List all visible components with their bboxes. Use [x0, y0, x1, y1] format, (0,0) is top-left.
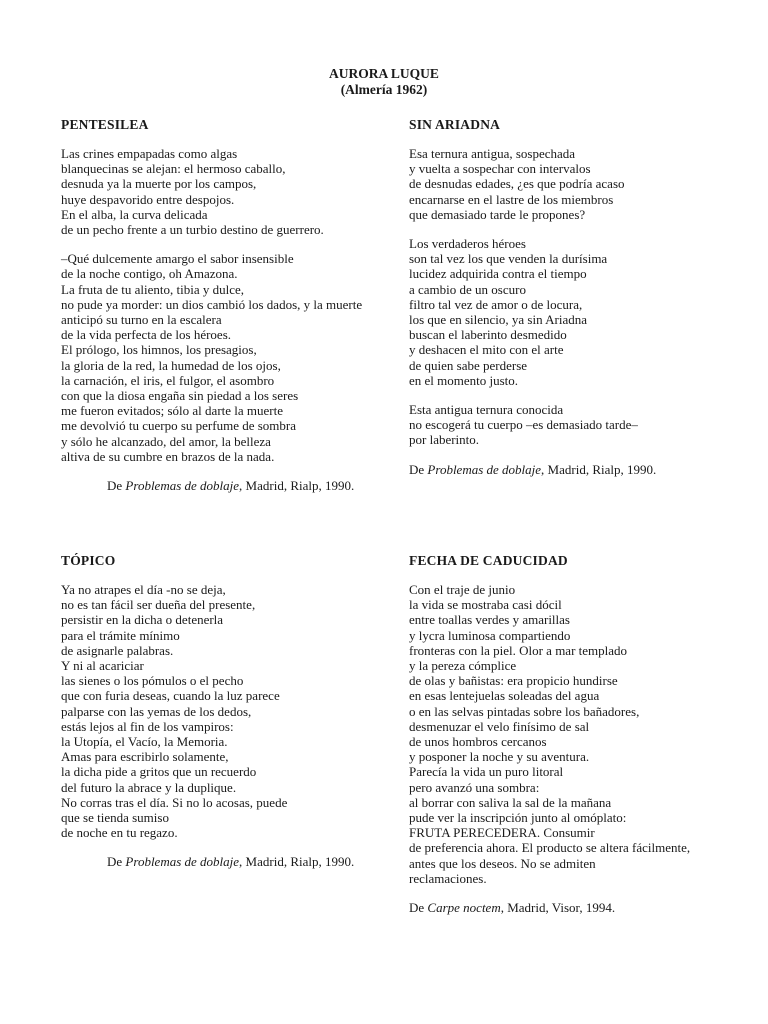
verse-line: y deshacen el mito con el arte: [409, 342, 564, 358]
verse-line: de desnudas edades, ¿es que podría acaso: [409, 176, 625, 192]
poem-topico: [61, 553, 401, 870]
verse-line: lucidez adquirida contra el tiempo: [409, 266, 587, 282]
source-book-title: Problemas de doblaje: [125, 478, 240, 494]
verse-line: que se tienda sumiso: [61, 810, 169, 826]
verse-line: persistir en la dicha o detenerla: [61, 612, 224, 628]
source-book-title: Problemas de doblaje: [125, 854, 240, 870]
verse-line: Con el traje de junio: [409, 582, 516, 597]
verse-line: Parecía la vida un puro litoral: [409, 764, 564, 780]
verse-line: pude ver la inscripción junto al omóplato:: [409, 810, 627, 826]
verse-line: altiva de su cumbre en brazos de la nada.: [61, 448, 275, 464]
verse-line: y vuelta a sospechar con intervalos: [409, 161, 591, 177]
verse-line: de unos hombros cercanos: [409, 734, 547, 750]
verse-line: desmenuzar el velo finísimo de sal: [409, 718, 590, 734]
verse-line: No corras tras el día. Si no lo acosas, puede: [61, 794, 288, 810]
source-book-title: Carpe noctem: [427, 900, 501, 916]
verse-line: desnuda ya la muerte por los campos,: [61, 176, 257, 192]
author-origin: (Almería 1962): [340, 82, 428, 97]
stanza: [409, 402, 749, 448]
poem-title: TÓPICO: [61, 553, 116, 568]
document-header: [0, 66, 768, 98]
verse-line: El prólogo, los himnos, los presagios,: [61, 342, 257, 358]
verse-line: la gloria de la red, la humedad de los ojos,: [61, 357, 281, 373]
poem-title: FECHA DE CADUCIDAD: [409, 553, 568, 568]
poem-pentesilea: [61, 117, 401, 493]
verse-line: por laberinto.: [409, 432, 480, 448]
verse-line: para el trámite mínimo: [61, 627, 180, 643]
verse-line: que demasiado tarde le propones?: [409, 206, 586, 222]
verse-line: de un pecho frente a un turbio destino de guerrero.: [61, 222, 324, 238]
poem-title: PENTESILEA: [61, 117, 149, 132]
verse-line: anticipó su turno en la escalera: [61, 312, 222, 328]
verse-line: la carnación, el iris, el fulgor, el asombro: [61, 372, 275, 388]
verse-line: Las crines empapadas como algas: [61, 146, 238, 161]
verse-line: blanquecinas se alejan: el hermoso caballo,: [61, 161, 286, 177]
verse-line: los que en silencio, ya sin Ariadna: [409, 312, 587, 328]
verse-line: Y ni al acariciar: [61, 658, 144, 674]
verse-line: la vida se mostraba casi dócil: [409, 597, 562, 613]
verse-line: al borrar con saliva la sal de la mañana: [409, 794, 612, 810]
source-prefix: De: [107, 478, 126, 494]
verse-line: en esas lentejuelas soleadas del agua: [409, 688, 600, 704]
stanza: [409, 146, 749, 222]
verse-line: de preferencia ahora. El producto se altera fácilmente,: [409, 840, 691, 856]
source-citation: [61, 854, 401, 869]
poem-title: SIN ARIADNA: [409, 117, 501, 132]
source-publisher: , Madrid, Rialp, 1990.: [239, 854, 355, 870]
verse-line: me fueron evitados; sólo al darte la muerte: [61, 403, 284, 419]
stanza: [61, 146, 401, 237]
verse-line: o en las selvas pintadas sobre los bañadores,: [409, 703, 640, 719]
verse-line: Amas para escribirlo solamente,: [61, 749, 229, 765]
verse-line: a cambio de un oscuro: [409, 281, 526, 297]
verse-line: de noche en tu regazo.: [61, 825, 178, 841]
verse-line: de la noche contigo, oh Amazona.: [61, 266, 238, 282]
stanza: [409, 582, 749, 886]
source-prefix: De: [107, 854, 126, 870]
stanza: [61, 251, 401, 464]
verse-line: no escogerá tu cuerpo –es demasiado tarde–: [409, 417, 638, 433]
source-publisher: , Madrid, Rialp, 1990.: [541, 461, 657, 477]
verse-line: Los verdaderos héroes: [409, 236, 526, 252]
verse-line: no pude ya morder: un dios cambió los dados, y la muerte: [61, 296, 363, 312]
verse-line: en el momento justo.: [409, 372, 519, 388]
verse-line: buscan el laberinto desmedido: [409, 327, 567, 343]
verse-line: Esta antigua ternura conocida: [409, 402, 564, 418]
verse-line: fronteras con la piel. Olor a mar templado: [409, 642, 628, 658]
verse-line: las sienes o los pómulos o el pecho: [61, 673, 244, 689]
source-citation: [61, 478, 401, 493]
poem-sin-ariadna: [409, 117, 749, 477]
verse-line: del futuro la abrace y la duplique.: [61, 779, 237, 795]
verse-line: la Utopía, el Vacío, la Memoria.: [61, 734, 228, 750]
source-citation: [409, 462, 749, 477]
source-citation: [409, 900, 749, 915]
verse-line: palparse con las yemas de los dedos,: [61, 703, 252, 719]
author-name: AURORA LUQUE: [329, 66, 439, 81]
verse-line: huye despavorido entre despojos.: [61, 191, 235, 207]
stanza: [61, 582, 401, 840]
verse-line: de olas y bañistas: era propicio hundirse: [409, 673, 618, 689]
verse-line: de la vida perfecta de los héroes.: [61, 327, 232, 343]
verse-line: la dicha pide a gritos que un recuerdo: [61, 764, 257, 780]
verse-line: Ya no atrapes el día -no se deja,: [61, 582, 226, 597]
verse-line: Esa ternura antigua, sospechada: [409, 146, 576, 161]
verse-line: pero avanzó una sombra:: [409, 779, 540, 795]
verse-line: y sólo he alcanzado, del amor, la belleza: [61, 433, 271, 449]
verse-line: son tal vez los que venden la durísima: [409, 251, 608, 267]
verse-line: que con furia deseas, cuando la luz parece: [61, 688, 280, 704]
verse-line: antes que los deseos. No se admiten: [409, 855, 596, 871]
verse-line: –Qué dulcemente amargo el sabor insensible: [61, 251, 294, 267]
verse-line: no es tan fácil ser dueña del presente,: [61, 597, 256, 613]
source-book-title: Problemas de doblaje: [427, 461, 542, 477]
poem-fecha-de-caducidad: [409, 553, 749, 915]
verse-line: estás lejos al fin de los vampiros:: [61, 718, 234, 734]
source-publisher: , Madrid, Visor, 1994.: [500, 900, 616, 916]
source-prefix: De: [409, 461, 428, 477]
verse-line: En el alba, la curva delicada: [61, 206, 208, 222]
verse-line: entre toallas verdes y amarillas: [409, 612, 570, 628]
verse-line: de quien sabe perderse: [409, 357, 528, 373]
verse-line: con que la diosa engaña sin piedad a los seres: [61, 388, 299, 404]
verse-line: y posponer la noche y su aventura.: [409, 749, 590, 765]
verse-line: filtro tal vez de amor o de locura,: [409, 296, 583, 312]
verse-line: La fruta de tu aliento, tibia y dulce,: [61, 281, 245, 297]
verse-line: reclamaciones.: [409, 870, 487, 886]
stanza: [409, 236, 749, 388]
source-prefix: De: [409, 900, 428, 916]
verse-line: encarnarse en el lastre de los miembros: [409, 191, 614, 207]
verse-line: y la pereza cómplice: [409, 658, 517, 674]
verse-line: de asignarle palabras.: [61, 642, 174, 658]
verse-line: FRUTA PERECEDERA. Consumir: [409, 825, 595, 841]
verse-line: y lycra luminosa compartiendo: [409, 627, 571, 643]
source-publisher: , Madrid, Rialp, 1990.: [239, 478, 355, 494]
verse-line: me devolvió tu cuerpo su perfume de sombra: [61, 418, 297, 434]
